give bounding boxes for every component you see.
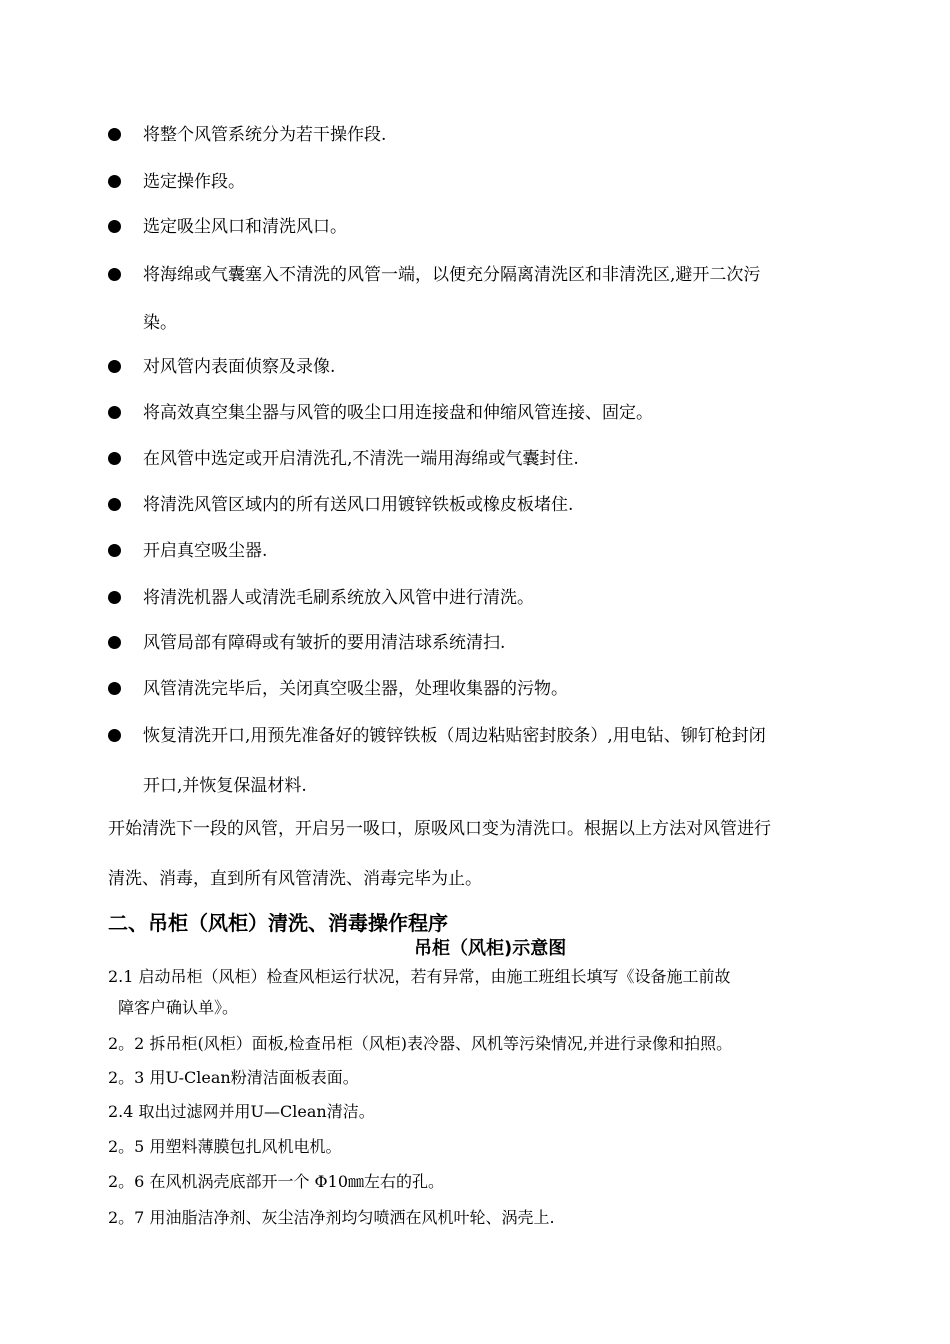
bullet-item bbox=[108, 212, 868, 242]
paragraph-line: 开始清洗下一段的风管，开启另一吸口，原吸风口变为清洗口。根据以上方法对风管进行 bbox=[108, 819, 771, 839]
bullet-dot-icon bbox=[108, 175, 121, 188]
section-heading: 二、吊柜（风柜）清洗、消毒操作程序 bbox=[108, 911, 448, 935]
bullet-text: 将海绵或气囊塞入不清洗的风管一端，以便充分隔离清洗区和非清洗区,避开二次污 bbox=[143, 265, 761, 285]
bullet-item bbox=[108, 260, 868, 290]
bullet-dot-icon bbox=[108, 360, 121, 373]
bullet-item bbox=[108, 583, 868, 613]
step-item: 2。3 用U-Clean粉清洁面板表面。 bbox=[108, 1068, 359, 1087]
bullet-dot-icon bbox=[108, 591, 121, 604]
bullet-continuation: 染。 bbox=[143, 313, 177, 333]
bullet-item bbox=[108, 490, 868, 520]
paragraph-line: 清洗、消毒，直到所有风管清洗、消毒完毕为止。 bbox=[108, 869, 482, 889]
bullet-text: 选定操作段。 bbox=[143, 172, 245, 192]
bullet-item bbox=[108, 674, 868, 704]
bullet-text: 将清洗机器人或清洗毛刷系统放入风管中进行清洗。 bbox=[143, 588, 534, 608]
bullet-item bbox=[108, 536, 868, 566]
bullet-text: 风管清洗完毕后，关闭真空吸尘器，处理收集器的污物。 bbox=[143, 679, 568, 699]
bullet-dot-icon bbox=[108, 406, 121, 419]
bullet-item bbox=[108, 398, 868, 428]
bullet-item bbox=[108, 628, 868, 658]
bullet-item bbox=[108, 120, 868, 150]
diagram-title: 吊柜（风柜)示意图 bbox=[414, 938, 567, 959]
step-item: 2.1 启动吊柜（风柜）检查风柜运行状况，若有异常，由施工班组长填写《设备施工前故 bbox=[108, 967, 731, 986]
bullet-dot-icon bbox=[108, 682, 121, 695]
bullet-dot-icon bbox=[108, 636, 121, 649]
bullet-dot-icon bbox=[108, 452, 121, 465]
bullet-text: 恢复清洗开口,用预先准备好的镀锌铁板（周边粘贴密封胶条）,用电钻、铆钉枪封闭 bbox=[143, 726, 766, 746]
bullet-text: 对风管内表面侦察及录像. bbox=[143, 357, 336, 377]
bullet-text: 风管局部有障碍或有皱折的要用清洁球系统清扫. bbox=[143, 633, 506, 653]
step-item: 2。2 拆吊柜(风柜）面板,检查吊柜（风柜)表冷器、风机等污染情况,并进行录像和拍照。 bbox=[108, 1034, 733, 1053]
bullet-dot-icon bbox=[108, 128, 121, 141]
step-item: 2。5 用塑料薄膜包扎风机电机。 bbox=[108, 1137, 342, 1156]
bullet-item bbox=[108, 167, 868, 197]
bullet-text: 在风管中选定或开启清洗孔,不清洗一端用海绵或气囊封住. bbox=[143, 449, 579, 469]
bullet-text: 将高效真空集尘器与风管的吸尘口用连接盘和伸缩风管连接、固定。 bbox=[143, 403, 653, 423]
bullet-dot-icon bbox=[108, 268, 121, 281]
bullet-dot-icon bbox=[108, 220, 121, 233]
step-continuation: 障客户确认单》。 bbox=[118, 998, 239, 1017]
bullet-dot-icon bbox=[108, 729, 121, 742]
step-item: 2。7 用油脂洁净剂、灰尘洁净剂均匀喷洒在风机叶轮、涡壳上. bbox=[108, 1208, 555, 1227]
step-item: 2.4 取出过滤网并用U—Clean清洁。 bbox=[108, 1102, 375, 1121]
bullet-item bbox=[108, 444, 868, 474]
bullet-text: 将整个风管系统分为若干操作段. bbox=[143, 125, 387, 145]
bullet-text: 将清洗风管区域内的所有送风口用镀锌铁板或橡皮板堵住. bbox=[143, 495, 574, 515]
bullet-continuation: 开口,并恢复保温材料. bbox=[143, 776, 307, 796]
bullet-item bbox=[108, 721, 868, 751]
step-item: 2。6 在风机涡壳底部开一个 Φ10㎜左右的孔。 bbox=[108, 1172, 445, 1191]
bullet-dot-icon bbox=[108, 544, 121, 557]
bullet-text: 开启真空吸尘器. bbox=[143, 541, 268, 561]
bullet-text: 选定吸尘风口和清洗风口。 bbox=[143, 217, 347, 237]
bullet-dot-icon bbox=[108, 498, 121, 511]
bullet-item bbox=[108, 352, 868, 382]
